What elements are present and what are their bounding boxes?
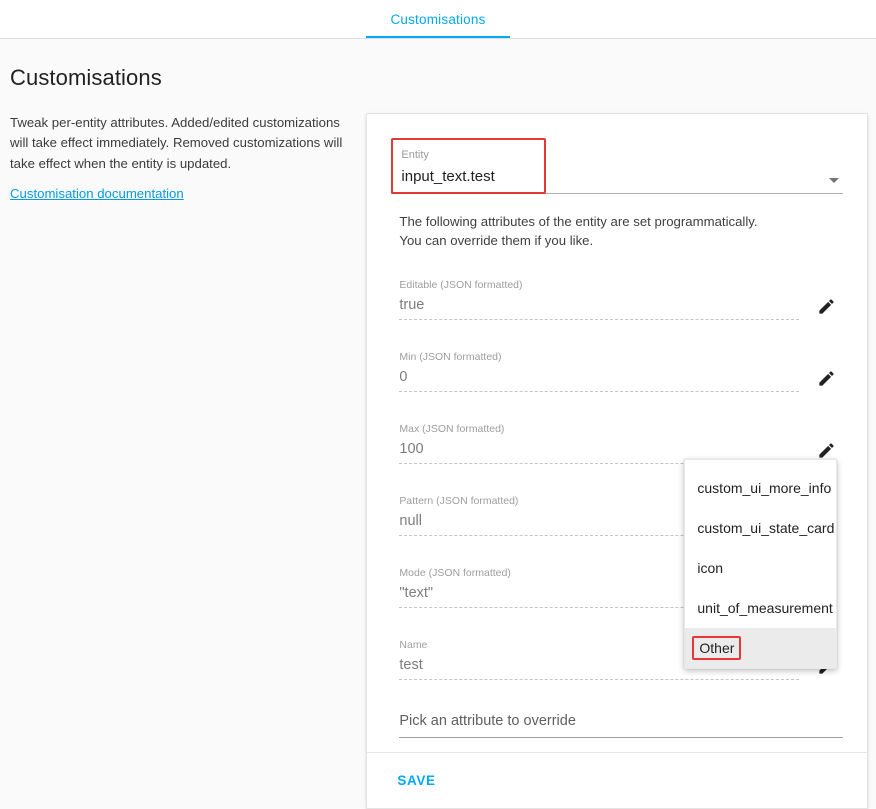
dropdown-item-custom-ui-more-info[interactable] [685, 468, 836, 508]
dropdown-item-icon[interactable] [685, 548, 836, 588]
attribute-row [399, 268, 843, 320]
dropdown-item-custom-ui-state-card[interactable] [685, 508, 836, 548]
entity-picker-row [391, 124, 843, 194]
attribute-label: Pattern (JSON formatted) [399, 495, 519, 508]
customisation-card [366, 113, 868, 809]
entity-field[interactable] [391, 134, 843, 194]
attribute-dropdown-menu[interactable] [684, 459, 837, 669]
page-container [0, 65, 876, 809]
pencil-icon[interactable] [809, 364, 843, 392]
attribute-field[interactable] [399, 268, 799, 320]
chevron-down-icon[interactable] [829, 178, 839, 183]
pick-attribute-field[interactable] [399, 708, 843, 738]
tab-customisations[interactable] [366, 0, 509, 38]
explanation-text [399, 212, 843, 250]
save-button[interactable]: SAVE [391, 769, 441, 792]
top-tab-bar [0, 0, 876, 39]
dropdown-item-label: icon [697, 560, 724, 576]
attribute-field[interactable] [399, 340, 799, 392]
customisation-documentation-link[interactable]: Customisation documentation [10, 186, 184, 202]
attribute-value: 0 [399, 364, 799, 392]
tab-label: Customisations [390, 11, 486, 27]
dropdown-item-label: custom_ui_state_card [697, 520, 835, 536]
attribute-label: Name [399, 639, 428, 652]
dropdown-item-unit-of-measurement[interactable] [685, 588, 836, 628]
dropdown-item-label: unit_of_measurement [697, 600, 833, 616]
page-description: Tweak per-entity attributes. Added/edited customizations will take effect immediately. Removed customizations will take effect when the entity is updated. [10, 115, 343, 171]
attribute-value: test [399, 652, 799, 680]
explanation-line-2: You can override them if you like. [399, 233, 594, 249]
pick-attribute-row [391, 708, 843, 738]
dropdown-item-other[interactable] [685, 628, 836, 668]
pick-attribute-placeholder: Pick an attribute to override [399, 713, 576, 730]
dropdown-item-label: custom_ui_more_info [697, 480, 832, 496]
page-title: Customisations [10, 65, 162, 90]
card-footer [367, 752, 867, 808]
content-columns [8, 113, 868, 809]
attribute-row [399, 412, 843, 464]
attribute-label: Max (JSON formatted) [399, 423, 505, 436]
attribute-field[interactable] [399, 412, 799, 464]
entity-label: Entity [401, 149, 429, 161]
entity-value: input_text.test [401, 168, 495, 185]
pencil-icon[interactable] [809, 292, 843, 320]
attribute-value: null [399, 508, 799, 536]
description-column [8, 113, 366, 205]
attribute-value: 100 [399, 436, 799, 464]
attribute-label: Min (JSON formatted) [399, 351, 502, 364]
attribute-label: Editable (JSON formatted) [399, 279, 523, 292]
attribute-label: Mode (JSON formatted) [399, 567, 511, 580]
explanation-line-1: The following attributes of the entity are set programmatically. [399, 214, 758, 229]
attribute-value: true [399, 292, 799, 320]
attribute-row [399, 340, 843, 392]
attribute-value: "text" [399, 580, 799, 608]
dropdown-item-label: Other [692, 636, 741, 660]
